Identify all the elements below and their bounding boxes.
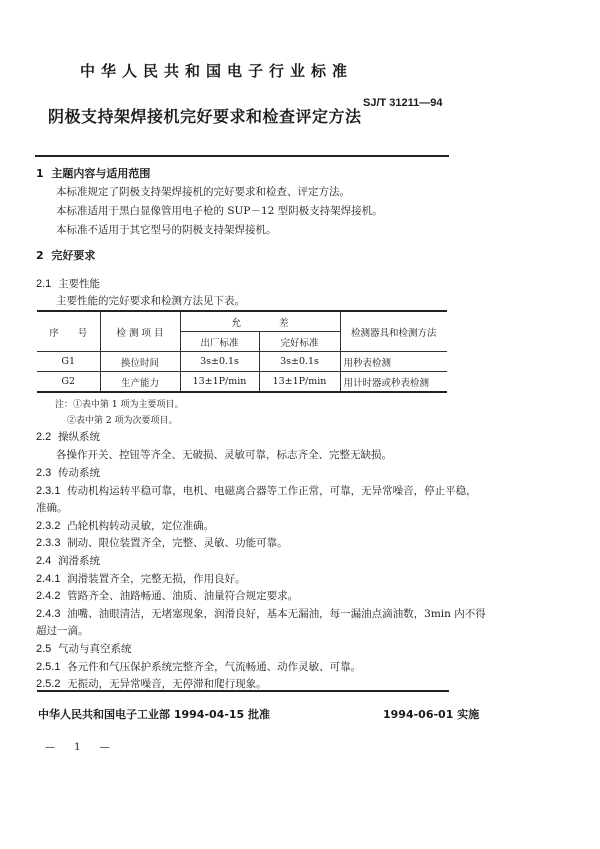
section-title: 主题内容与适用范围 [51,167,151,180]
clause: 2.5.2 无振动，无异常噪音，无停滞和爬行现象。 [36,678,267,690]
subsection-2-5-heading: 2.5 气动与真空系统 [36,643,132,655]
section-title: 完好要求 [51,249,96,262]
subsection-2-4-heading: 2.4 润滑系统 [36,555,100,567]
header-tolerance: 允 差 [180,311,340,332]
clause: 2.4.3 油嘴、油眼清洁，无堵塞现象，润滑良好，基本无漏油，每一漏油点滴油数，3min 内不得 [36,608,486,620]
document-title: 阴极支持架焊接机完好要求和检查评定方法 [48,107,362,126]
header-intact-standard: 完好标准 [259,332,340,352]
header-factory-standard: 出厂标准 [180,332,259,352]
table-note: ②表中第 2 项为次要项目。 [67,416,178,426]
implementation-date: 1994-06-01 实施 [383,708,480,721]
clause-continuation: 超过一滴。 [36,625,89,637]
standard-code: SJ/T 31211—94 [363,97,443,109]
table-intro: 主要性能的完好要求和检测方法见下表。 [56,295,245,307]
header-item: 检 测 项 目 [100,311,180,352]
clause: 2.3.2 凸轮机构转动灵敏，定位准确。 [36,520,215,532]
clause: 2.5.1 各元件和气压保护系统完整齐全，气流畅通、动作灵敏、可靠。 [36,661,362,673]
title-divider [35,155,449,157]
paragraph: 本标准规定了阴极支持架焊接机的完好要求和检查、评定方法。 [56,186,350,198]
clause: 2.3.3 制动、限位装置齐全，完整、灵敏、功能可靠。 [36,537,288,549]
paragraph: 本标准适用于黑白显像管用电子枪的 SUP－12 型阴极支持架焊接机。 [56,205,383,217]
subsection-2-1-heading: 2.1 主要性能 [36,278,100,290]
paragraph: 各操作开关、控钮等齐全、无破损、灵敏可靠，标志齐全、完整无缺损。 [56,449,392,461]
subsection-2-2-heading: 2.2 操纵系统 [36,431,100,443]
section-number: 2 [36,249,44,262]
paragraph: 本标准不适用于其它型号的阴极支持架焊接机。 [56,224,277,236]
clause-continuation: 准确。 [36,502,68,514]
page-number: — 1 — [45,742,118,753]
footer-divider [37,690,449,692]
section-1-heading [36,165,150,181]
issuing-standard-header: 中华人民共和国电子行业标准 [80,62,354,80]
clause: 2.4.1 润滑装置齐全，完整无损，作用良好。 [36,573,246,585]
header-method: 检测器具和检测方法 [340,311,447,352]
clause: 2.3.1 传动机构运转平稳可靠，电机、电磁离合器等工作正常，可靠，无异常噪音，停止平稳， [36,485,477,497]
table-note: 注：①表中第 1 项为主要项目。 [55,400,184,410]
subsection-2-3-heading: 2.3 传动系统 [36,467,100,479]
clause: 2.4.2 管路齐全、油路畅通、油质、油量符合规定要求。 [36,590,299,602]
table-row: G2 生产能力 13±1P/min 13±1P/min 用计时器或秒表检测 [37,372,447,393]
header-seq: 序 号 [37,311,100,352]
table-row: G1 换位时间 3s±0.1s 3s±0.1s 用秒表检测 [37,352,447,372]
approval-line: 中华人民共和国电子工业部 1994-04-15 批准 [38,708,271,721]
performance-table [37,310,447,393]
section-2-heading [36,247,95,263]
section-number: 1 [36,167,44,180]
